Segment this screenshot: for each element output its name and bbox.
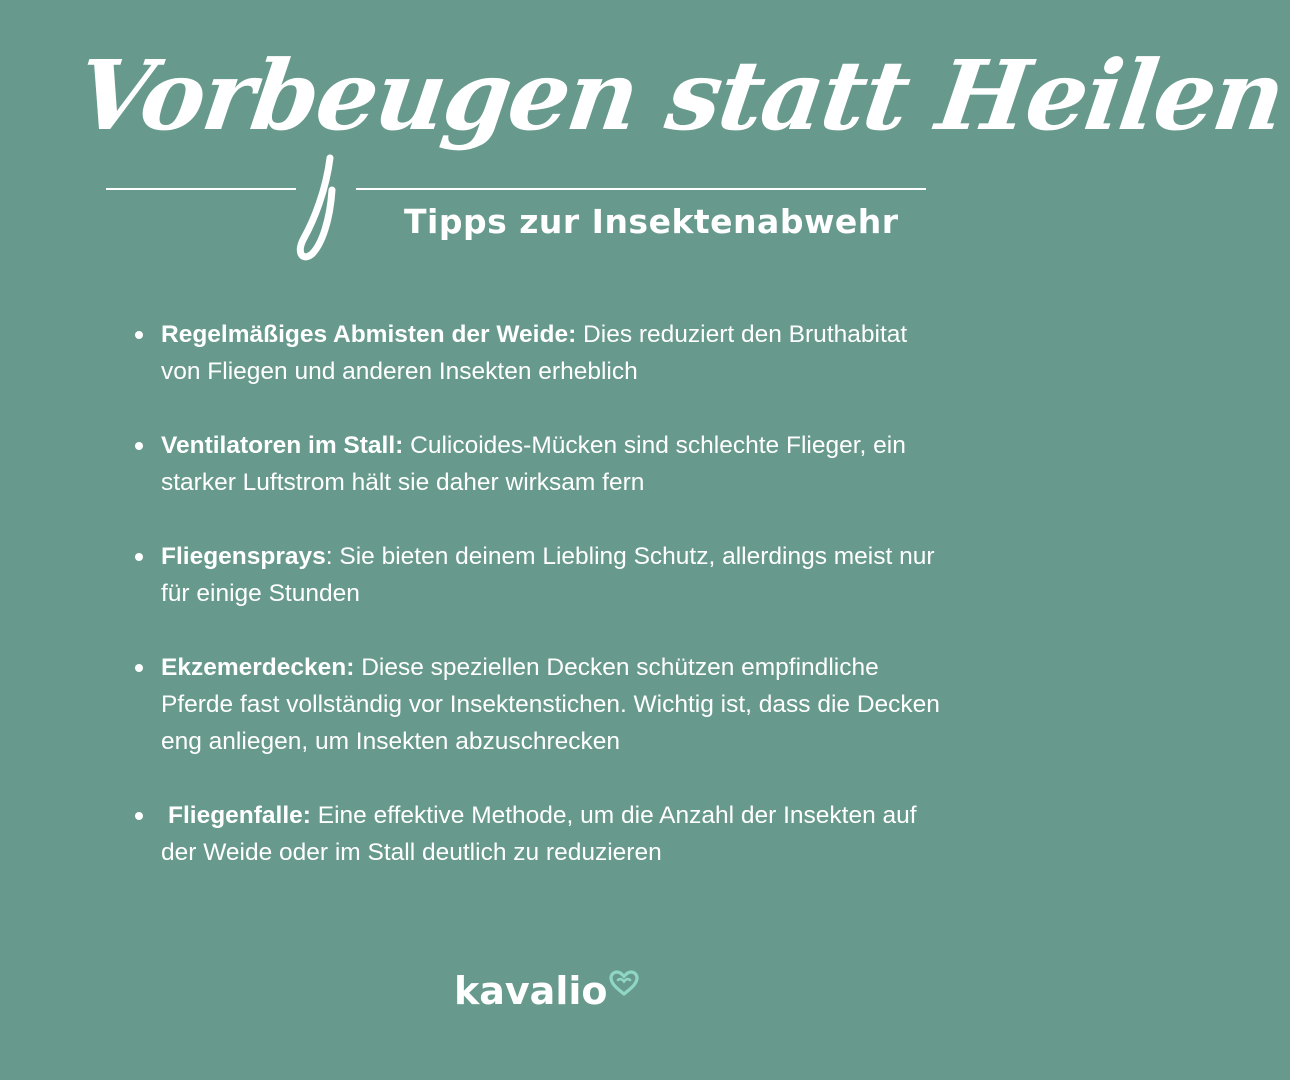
list-item	[132, 538, 952, 612]
tip-heading: Fliegensprays	[161, 543, 326, 570]
list-item	[132, 649, 952, 760]
page-subtitle: Tipps zur Insektenabwehr	[404, 202, 899, 241]
tip-text: Diese speziellen Decken schützen empfindliche Pferde fast vollständig vor Insektenstichen. Wichtig ist, dass die Decken eng anliegen, um Insekten abzuschrecken	[161, 654, 940, 755]
tip-heading: Ekzemerdecken:	[161, 654, 355, 681]
tip-text: Culicoides-Mücken sind schlechte Flieger, ein starker Luftstrom hält sie daher wirksam fern	[161, 432, 906, 496]
bullet-icon	[135, 812, 143, 820]
title-flourish	[286, 150, 356, 265]
bullet-icon	[135, 442, 143, 450]
brand-name: kavalio	[454, 969, 608, 1013]
tips-list	[132, 316, 952, 871]
tip-text: Eine effektive Methode, um die Anzahl der Insekten auf der Weide oder im Stall deutlich zu reduzieren	[161, 802, 917, 866]
tip-heading: Ventilatoren im Stall:	[161, 432, 404, 459]
tip-text: Dies reduziert den Bruthabitat von Fliegen und anderen Insekten erheblich	[161, 321, 908, 385]
heart-icon	[608, 970, 640, 996]
list-item	[132, 427, 952, 501]
bullet-icon	[135, 664, 143, 672]
tip-text: : Sie bieten deinem Liebling Schutz, allerdings meist nur für einige Stunden	[161, 543, 935, 607]
tip-heading: Regelmäßiges Abmisten der Weide:	[161, 321, 577, 348]
title-underline-left	[106, 188, 296, 190]
title-underline-right	[356, 188, 926, 190]
tip-heading: Fliegenfalle:	[168, 802, 311, 829]
list-item	[132, 797, 952, 871]
page-title: Vorbeugen statt Heilen	[70, 39, 1290, 152]
bullet-icon	[135, 331, 143, 339]
brand-logo	[454, 966, 640, 1016]
list-item	[132, 316, 952, 390]
bullet-icon	[135, 553, 143, 561]
